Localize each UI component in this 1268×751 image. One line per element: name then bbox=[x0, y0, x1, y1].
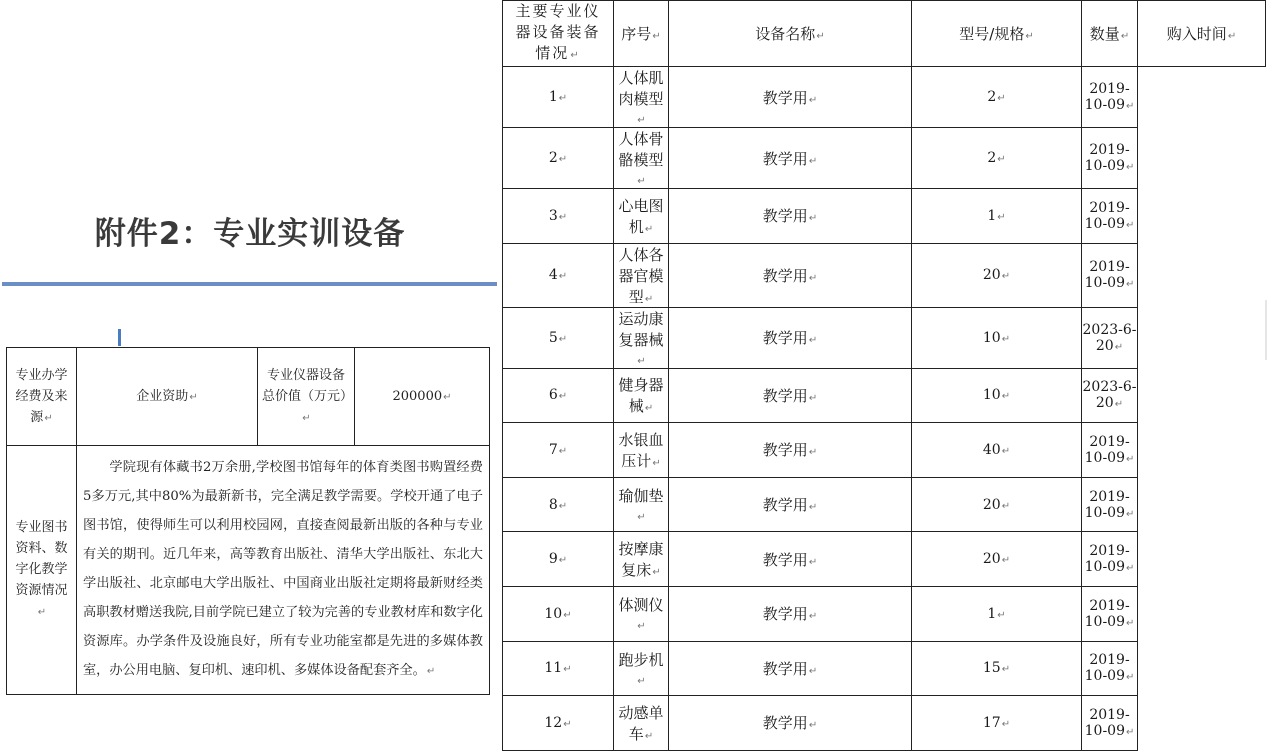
cell-no-text: 6 bbox=[548, 387, 558, 404]
cell-name-text: 人体骨骼模型 bbox=[618, 130, 664, 169]
cell-qty-text: 20 bbox=[982, 267, 1001, 284]
table-row bbox=[503, 368, 1266, 423]
paragraph-mark-icon: ↵ bbox=[808, 94, 818, 106]
cell-model bbox=[669, 128, 912, 189]
resources-row bbox=[7, 446, 490, 695]
paragraph-mark-icon: ↵ bbox=[997, 154, 1006, 165]
cell-qty bbox=[912, 128, 1082, 189]
cell-date bbox=[1082, 307, 1138, 368]
equipment-value: 200000 bbox=[392, 388, 443, 404]
table-row bbox=[503, 128, 1266, 189]
header-date-label: 购入时间 bbox=[1166, 25, 1227, 43]
header-model-label: 型号/规格 bbox=[959, 25, 1025, 43]
paragraph-mark-icon: ↵ bbox=[563, 664, 572, 676]
cell-date-text: 2019-10-09 bbox=[1084, 433, 1130, 466]
equipment-value-label: 专业仪器设备总价值（万元） bbox=[262, 367, 354, 404]
cell-no bbox=[503, 243, 614, 307]
cell-date bbox=[1082, 67, 1138, 128]
cell-date bbox=[1082, 423, 1138, 478]
header-name bbox=[669, 1, 912, 67]
funding-source-cell bbox=[77, 348, 258, 446]
cell-name-text: 人体肌肉模型 bbox=[618, 69, 664, 108]
cell-no bbox=[503, 307, 614, 368]
cell-date-text: 2019-10-09 bbox=[1084, 706, 1130, 739]
cell-model-text: 教学用 bbox=[762, 550, 808, 569]
paragraph-mark-icon: ↵ bbox=[808, 720, 818, 732]
cell-qty-text: 10 bbox=[982, 329, 1001, 346]
cell-model bbox=[669, 423, 912, 478]
paragraph-mark-icon: ↵ bbox=[558, 500, 568, 512]
cell-date-text: 2019-10-09 bbox=[1084, 142, 1130, 174]
cell-qty bbox=[912, 307, 1082, 368]
paragraph-mark-icon: ↵ bbox=[1114, 399, 1124, 411]
cell-no-text: 7 bbox=[548, 441, 558, 458]
paragraph-mark-icon: ↵ bbox=[808, 272, 818, 284]
cell-qty-text: 17 bbox=[982, 714, 1001, 731]
cell-qty-text: 40 bbox=[982, 441, 1001, 458]
cell-date-text: 2019-10-09 bbox=[1084, 597, 1130, 630]
paragraph-mark-icon: ↵ bbox=[1125, 563, 1135, 575]
cell-no bbox=[503, 532, 614, 587]
paragraph-mark-icon: ↵ bbox=[44, 412, 53, 424]
cell-qty-text: 20 bbox=[982, 496, 1001, 513]
paragraph-mark-icon: ↵ bbox=[1125, 101, 1135, 112]
cell-date-text: 2019-10-09 bbox=[1084, 652, 1130, 685]
cell-name-text: 健身器械 bbox=[618, 376, 664, 416]
paragraph-mark-icon: ↵ bbox=[644, 293, 654, 305]
cell-name bbox=[614, 477, 669, 532]
cell-date bbox=[1082, 696, 1138, 751]
cell-model bbox=[669, 586, 912, 641]
paragraph-mark-icon: ↵ bbox=[637, 115, 646, 126]
cell-date bbox=[1082, 477, 1138, 532]
cell-qty bbox=[912, 586, 1082, 641]
cell-qty bbox=[912, 243, 1082, 307]
cell-date-text: 2019-10-09 bbox=[1084, 259, 1130, 292]
equipment-header-row bbox=[503, 1, 1266, 67]
paragraph-mark-icon: ↵ bbox=[558, 555, 568, 567]
cell-name bbox=[614, 67, 669, 128]
cell-model bbox=[669, 189, 912, 244]
cell-no bbox=[503, 189, 614, 244]
paragraph-mark-icon: ↵ bbox=[1001, 555, 1011, 567]
cell-name bbox=[614, 307, 669, 368]
cell-no bbox=[503, 423, 614, 478]
cell-model-text: 教学用 bbox=[762, 441, 808, 460]
cell-model-text: 教学用 bbox=[762, 659, 808, 678]
paragraph-mark-icon: ↵ bbox=[558, 271, 568, 283]
cell-no-text: 9 bbox=[548, 551, 558, 568]
cell-no bbox=[503, 368, 614, 423]
paragraph-mark-icon: ↵ bbox=[1025, 31, 1034, 42]
cell-name-text: 人体各器官模型 bbox=[618, 245, 664, 306]
paragraph-mark-icon: ↵ bbox=[808, 392, 818, 404]
paragraph-mark-icon: ↵ bbox=[637, 675, 646, 687]
paragraph-mark-icon: ↵ bbox=[1001, 445, 1011, 457]
paragraph-mark-icon: ↵ bbox=[637, 176, 646, 187]
cell-model-text: 教学用 bbox=[762, 207, 808, 226]
cell-name-text: 水银血压计 bbox=[618, 430, 664, 470]
cell-qty-text: 10 bbox=[982, 387, 1001, 404]
header-date bbox=[1138, 1, 1266, 67]
paragraph-mark-icon: ↵ bbox=[816, 31, 825, 42]
funding-label: 专业办学经费及来源 bbox=[15, 367, 68, 425]
header-qty-label: 数量 bbox=[1089, 25, 1120, 43]
paragraph-mark-icon: ↵ bbox=[652, 567, 661, 579]
cell-model-text: 教学用 bbox=[762, 496, 808, 515]
cell-name bbox=[614, 368, 669, 423]
cell-model-text: 教学用 bbox=[762, 329, 808, 348]
funding-table bbox=[6, 347, 490, 695]
header-no-label: 序号 bbox=[621, 25, 652, 43]
paragraph-mark-icon: ↵ bbox=[1125, 162, 1135, 173]
cell-no-text: 5 bbox=[548, 329, 558, 346]
cell-date-text: 2023-6-20 bbox=[1082, 321, 1137, 354]
paragraph-mark-icon: ↵ bbox=[997, 609, 1006, 621]
cell-qty-text: 2 bbox=[987, 89, 997, 105]
cell-date-text: 2019-10-09 bbox=[1084, 199, 1130, 232]
paragraph-mark-icon: ↵ bbox=[1001, 391, 1011, 403]
paragraph-mark-icon: ↵ bbox=[644, 730, 654, 742]
cell-model-text: 教学用 bbox=[762, 266, 808, 285]
cell-model-text: 教学用 bbox=[762, 88, 808, 107]
cell-no bbox=[503, 641, 614, 696]
cell-no bbox=[503, 586, 614, 641]
equipment-value-cell bbox=[355, 348, 490, 446]
left-panel bbox=[0, 0, 500, 710]
cell-model bbox=[669, 67, 912, 128]
paragraph-mark-icon: ↵ bbox=[997, 93, 1006, 104]
cell-model-text: 教学用 bbox=[762, 149, 808, 168]
cell-date bbox=[1082, 532, 1138, 587]
paragraph-mark-icon: ↵ bbox=[570, 50, 581, 61]
cell-qty bbox=[912, 641, 1082, 696]
cell-model bbox=[669, 368, 912, 423]
paragraph-mark-icon: ↵ bbox=[1125, 726, 1135, 738]
paragraph-mark-icon: ↵ bbox=[644, 403, 654, 415]
cell-date-text: 2019-10-09 bbox=[1084, 543, 1130, 576]
paragraph-mark-icon: ↵ bbox=[1125, 453, 1135, 465]
paragraph-mark-icon: ↵ bbox=[558, 211, 568, 223]
paragraph-mark-icon: ↵ bbox=[1001, 664, 1011, 676]
resources-text-cell bbox=[77, 446, 490, 695]
cell-model bbox=[669, 243, 912, 307]
paragraph-mark-icon: ↵ bbox=[808, 665, 818, 677]
cell-name-text: 按摩康复床 bbox=[618, 540, 664, 580]
cell-model bbox=[669, 532, 912, 587]
cell-no bbox=[503, 696, 614, 751]
cell-name bbox=[614, 532, 669, 587]
resources-text: 学院现有体藏书2万余册,学校图书馆每年的体育类图书购置经费5多万元,其中80%为最新新书，完全满足教学需要。学校开通了电子图书馆，使得师生可以利用校园网，直接查阅最新出版的各种与专业有关的期刊。近几年来，高等教育出版社、清华大学出版社、东北大学出版社、北京邮电大学出版社、中国商业出版社定期将最新财经类高职教材赠送我院,目前学院已建立了较为完善的专业教材库和数字化资源库。办学条件及设施良好，所有专业功能室都是先进的多媒体教室，办公用电脑、复印机、速印机、多媒体设备配套齐全。 bbox=[83, 460, 483, 678]
paragraph-mark-icon: ↵ bbox=[652, 31, 661, 42]
text-cursor bbox=[118, 329, 121, 346]
cell-no-text: 4 bbox=[548, 267, 558, 284]
paragraph-mark-icon: ↵ bbox=[644, 223, 654, 235]
paragraph-mark-icon: ↵ bbox=[1120, 31, 1130, 42]
cell-model bbox=[669, 696, 912, 751]
cell-model-text: 教学用 bbox=[762, 714, 808, 733]
cell-qty-text: 1 bbox=[987, 207, 997, 224]
cell-date bbox=[1082, 368, 1138, 423]
cell-name bbox=[614, 586, 669, 641]
cell-date bbox=[1082, 641, 1138, 696]
paragraph-mark-icon: ↵ bbox=[443, 391, 452, 403]
paragraph-mark-icon: ↵ bbox=[37, 607, 47, 618]
table-row bbox=[503, 532, 1266, 587]
paragraph-mark-icon: ↵ bbox=[808, 213, 818, 225]
resources-label-cell bbox=[7, 446, 77, 695]
cell-name-text: 跑步机 bbox=[618, 650, 664, 669]
cell-qty bbox=[912, 423, 1082, 478]
cell-no-text: 2 bbox=[548, 150, 558, 166]
paragraph-mark-icon: ↵ bbox=[1125, 508, 1135, 520]
table-row bbox=[503, 696, 1266, 751]
equipment-side-label: 主要专业仪器设备装备情况 bbox=[515, 2, 601, 62]
title-divider bbox=[2, 282, 497, 286]
page-title: 附件2：专业实训设备 bbox=[94, 216, 406, 252]
window-edge bbox=[1265, 300, 1267, 360]
cell-no-text: 1 bbox=[548, 89, 558, 105]
header-model bbox=[912, 1, 1082, 67]
cell-name-text: 体测仪 bbox=[618, 596, 664, 615]
cell-date-text: 2019-10-09 bbox=[1084, 488, 1130, 521]
paragraph-mark-icon: ↵ bbox=[1125, 672, 1135, 684]
paragraph-mark-icon: ↵ bbox=[563, 609, 572, 621]
cell-no bbox=[503, 477, 614, 532]
cell-no-text: 11 bbox=[544, 660, 563, 677]
cell-no bbox=[503, 67, 614, 128]
table-row bbox=[503, 189, 1266, 244]
paragraph-mark-icon: ↵ bbox=[637, 512, 646, 524]
funding-row bbox=[7, 348, 490, 446]
paragraph-mark-icon: ↵ bbox=[558, 391, 568, 403]
cell-date bbox=[1082, 243, 1138, 307]
table-row bbox=[503, 243, 1266, 307]
funding-label-cell bbox=[7, 348, 77, 446]
cell-name bbox=[614, 128, 669, 189]
paragraph-mark-icon: ↵ bbox=[302, 412, 311, 424]
cell-date bbox=[1082, 128, 1138, 189]
paragraph-mark-icon: ↵ bbox=[808, 556, 818, 568]
paragraph-mark-icon: ↵ bbox=[1001, 718, 1011, 730]
cell-date-text: 2019-10-09 bbox=[1084, 81, 1130, 113]
cell-no bbox=[503, 128, 614, 189]
resources-label: 专业图书资料、数字化教学资源情况 bbox=[15, 520, 68, 598]
cell-qty-text: 1 bbox=[987, 605, 997, 622]
paragraph-mark-icon: ↵ bbox=[637, 621, 646, 633]
cell-no-text: 8 bbox=[548, 496, 558, 513]
paragraph-mark-icon: ↵ bbox=[1001, 271, 1011, 283]
cell-model bbox=[669, 307, 912, 368]
cell-qty-text: 20 bbox=[982, 551, 1001, 568]
cell-no-text: 12 bbox=[544, 714, 563, 731]
paragraph-mark-icon: ↵ bbox=[563, 718, 572, 730]
cell-date-text: 2023-6-20 bbox=[1082, 379, 1137, 412]
paragraph-mark-icon: ↵ bbox=[558, 333, 568, 345]
cell-qty-text: 2 bbox=[987, 150, 997, 166]
equipment-side-label-cell bbox=[503, 1, 614, 67]
cell-qty-text: 15 bbox=[982, 660, 1001, 677]
paragraph-mark-icon: ↵ bbox=[1227, 31, 1237, 42]
cell-qty bbox=[912, 368, 1082, 423]
cell-date bbox=[1082, 189, 1138, 244]
table-row bbox=[503, 423, 1266, 478]
cell-no-text: 3 bbox=[548, 207, 558, 224]
paragraph-mark-icon: ↵ bbox=[558, 154, 568, 165]
paragraph-mark-icon: ↵ bbox=[189, 391, 198, 403]
paragraph-mark-icon: ↵ bbox=[426, 666, 436, 677]
cell-model-text: 教学用 bbox=[762, 386, 808, 405]
cell-name bbox=[614, 641, 669, 696]
paragraph-mark-icon: ↵ bbox=[808, 611, 818, 623]
paragraph-mark-icon: ↵ bbox=[637, 355, 646, 367]
paragraph-mark-icon: ↵ bbox=[808, 155, 818, 167]
table-row bbox=[503, 477, 1266, 532]
header-no bbox=[614, 1, 669, 67]
paragraph-mark-icon: ↵ bbox=[808, 502, 818, 514]
paragraph-mark-icon: ↵ bbox=[1125, 279, 1135, 291]
cell-name-text: 动感单车 bbox=[618, 703, 664, 743]
funding-source: 企业资助 bbox=[136, 388, 189, 404]
equipment-table bbox=[502, 0, 1266, 751]
paragraph-mark-icon: ↵ bbox=[1114, 341, 1124, 353]
cell-qty bbox=[912, 696, 1082, 751]
cell-date bbox=[1082, 586, 1138, 641]
paragraph-mark-icon: ↵ bbox=[997, 211, 1006, 223]
table-row bbox=[503, 67, 1266, 128]
cell-name-text: 心电图机 bbox=[618, 196, 664, 236]
cell-name bbox=[614, 243, 669, 307]
paragraph-mark-icon: ↵ bbox=[652, 457, 661, 469]
paragraph-mark-icon: ↵ bbox=[1125, 219, 1135, 231]
cell-name bbox=[614, 189, 669, 244]
table-row bbox=[503, 641, 1266, 696]
paragraph-mark-icon: ↵ bbox=[1001, 333, 1011, 345]
cell-qty bbox=[912, 67, 1082, 128]
header-qty bbox=[1082, 1, 1138, 67]
header-name-label: 设备名称 bbox=[755, 25, 816, 43]
cell-qty bbox=[912, 532, 1082, 587]
paragraph-mark-icon: ↵ bbox=[808, 447, 818, 459]
paragraph-mark-icon: ↵ bbox=[1125, 617, 1135, 629]
table-row bbox=[503, 586, 1266, 641]
table-row bbox=[503, 307, 1266, 368]
paragraph-mark-icon: ↵ bbox=[558, 93, 568, 104]
paragraph-mark-icon: ↵ bbox=[808, 335, 818, 347]
cell-name bbox=[614, 696, 669, 751]
paragraph-mark-icon: ↵ bbox=[558, 445, 568, 457]
cell-model bbox=[669, 477, 912, 532]
cell-qty bbox=[912, 189, 1082, 244]
paragraph-mark-icon: ↵ bbox=[1001, 500, 1011, 512]
equipment-value-label-cell bbox=[258, 348, 355, 446]
cell-model bbox=[669, 641, 912, 696]
cell-name-text: 瑜伽垫 bbox=[618, 487, 664, 506]
cell-name-text: 运动康复器械 bbox=[618, 309, 664, 349]
cell-model-text: 教学用 bbox=[762, 605, 808, 624]
cell-no-text: 10 bbox=[544, 605, 563, 622]
cell-name bbox=[614, 423, 669, 478]
cell-qty bbox=[912, 477, 1082, 532]
